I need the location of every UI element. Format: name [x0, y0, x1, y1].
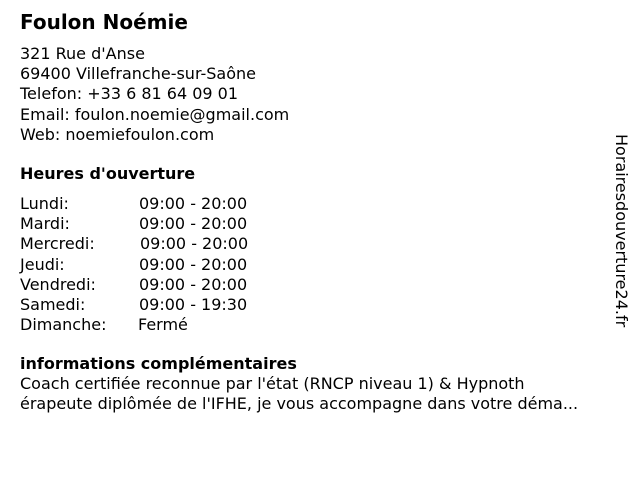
- day-label: Mercredi:: [20, 234, 95, 254]
- info-line-1: Coach certifiée reconnue par l'état (RNCP niveau 1) & Hypnoth: [20, 374, 525, 393]
- address-line-2: 69400 Villefranche-sur-Saône: [20, 64, 257, 84]
- time-value: 09:00 - 19:30: [139, 294, 248, 314]
- site-watermark: Horairesdouverture24.fr: [612, 134, 631, 328]
- day-label: Vendredi:: [20, 274, 96, 294]
- time-value: 09:00 - 20:00: [139, 194, 248, 213]
- hours-heading: Heures d'ouverture: [20, 164, 196, 183]
- day-label: Jeudi:: [20, 254, 65, 274]
- day-label: Samedi:: [20, 294, 86, 314]
- time-value: Fermé: [138, 315, 188, 335]
- address-line-1: 321 Rue d'Anse: [20, 44, 145, 63]
- info-description: [20, 374, 630, 414]
- time-value: 09:00 - 20:00: [139, 274, 248, 294]
- info-line-2: érapeute diplômée de l'IFHE, je vous accompagne dans votre déma...: [20, 394, 579, 414]
- info-heading: informations complémentaires: [20, 354, 297, 373]
- contact-block: [20, 44, 289, 145]
- day-label: Dimanche:: [20, 315, 107, 335]
- web-text: Web: noemiefoulon.com: [20, 124, 215, 144]
- time-value: 09:00 - 20:00: [139, 214, 248, 234]
- day-label: Mardi:: [20, 214, 70, 234]
- time-value: 09:00 - 20:00: [140, 234, 249, 254]
- day-label: Lundi:: [20, 194, 69, 213]
- business-name: Foulon Noémie: [20, 10, 188, 34]
- email-text: Email: foulon.noemie@gmail.com: [20, 104, 290, 124]
- time-value: 09:00 - 20:00: [139, 254, 248, 274]
- phone-text: Telefon: +33 6 81 64 09 01: [20, 84, 239, 104]
